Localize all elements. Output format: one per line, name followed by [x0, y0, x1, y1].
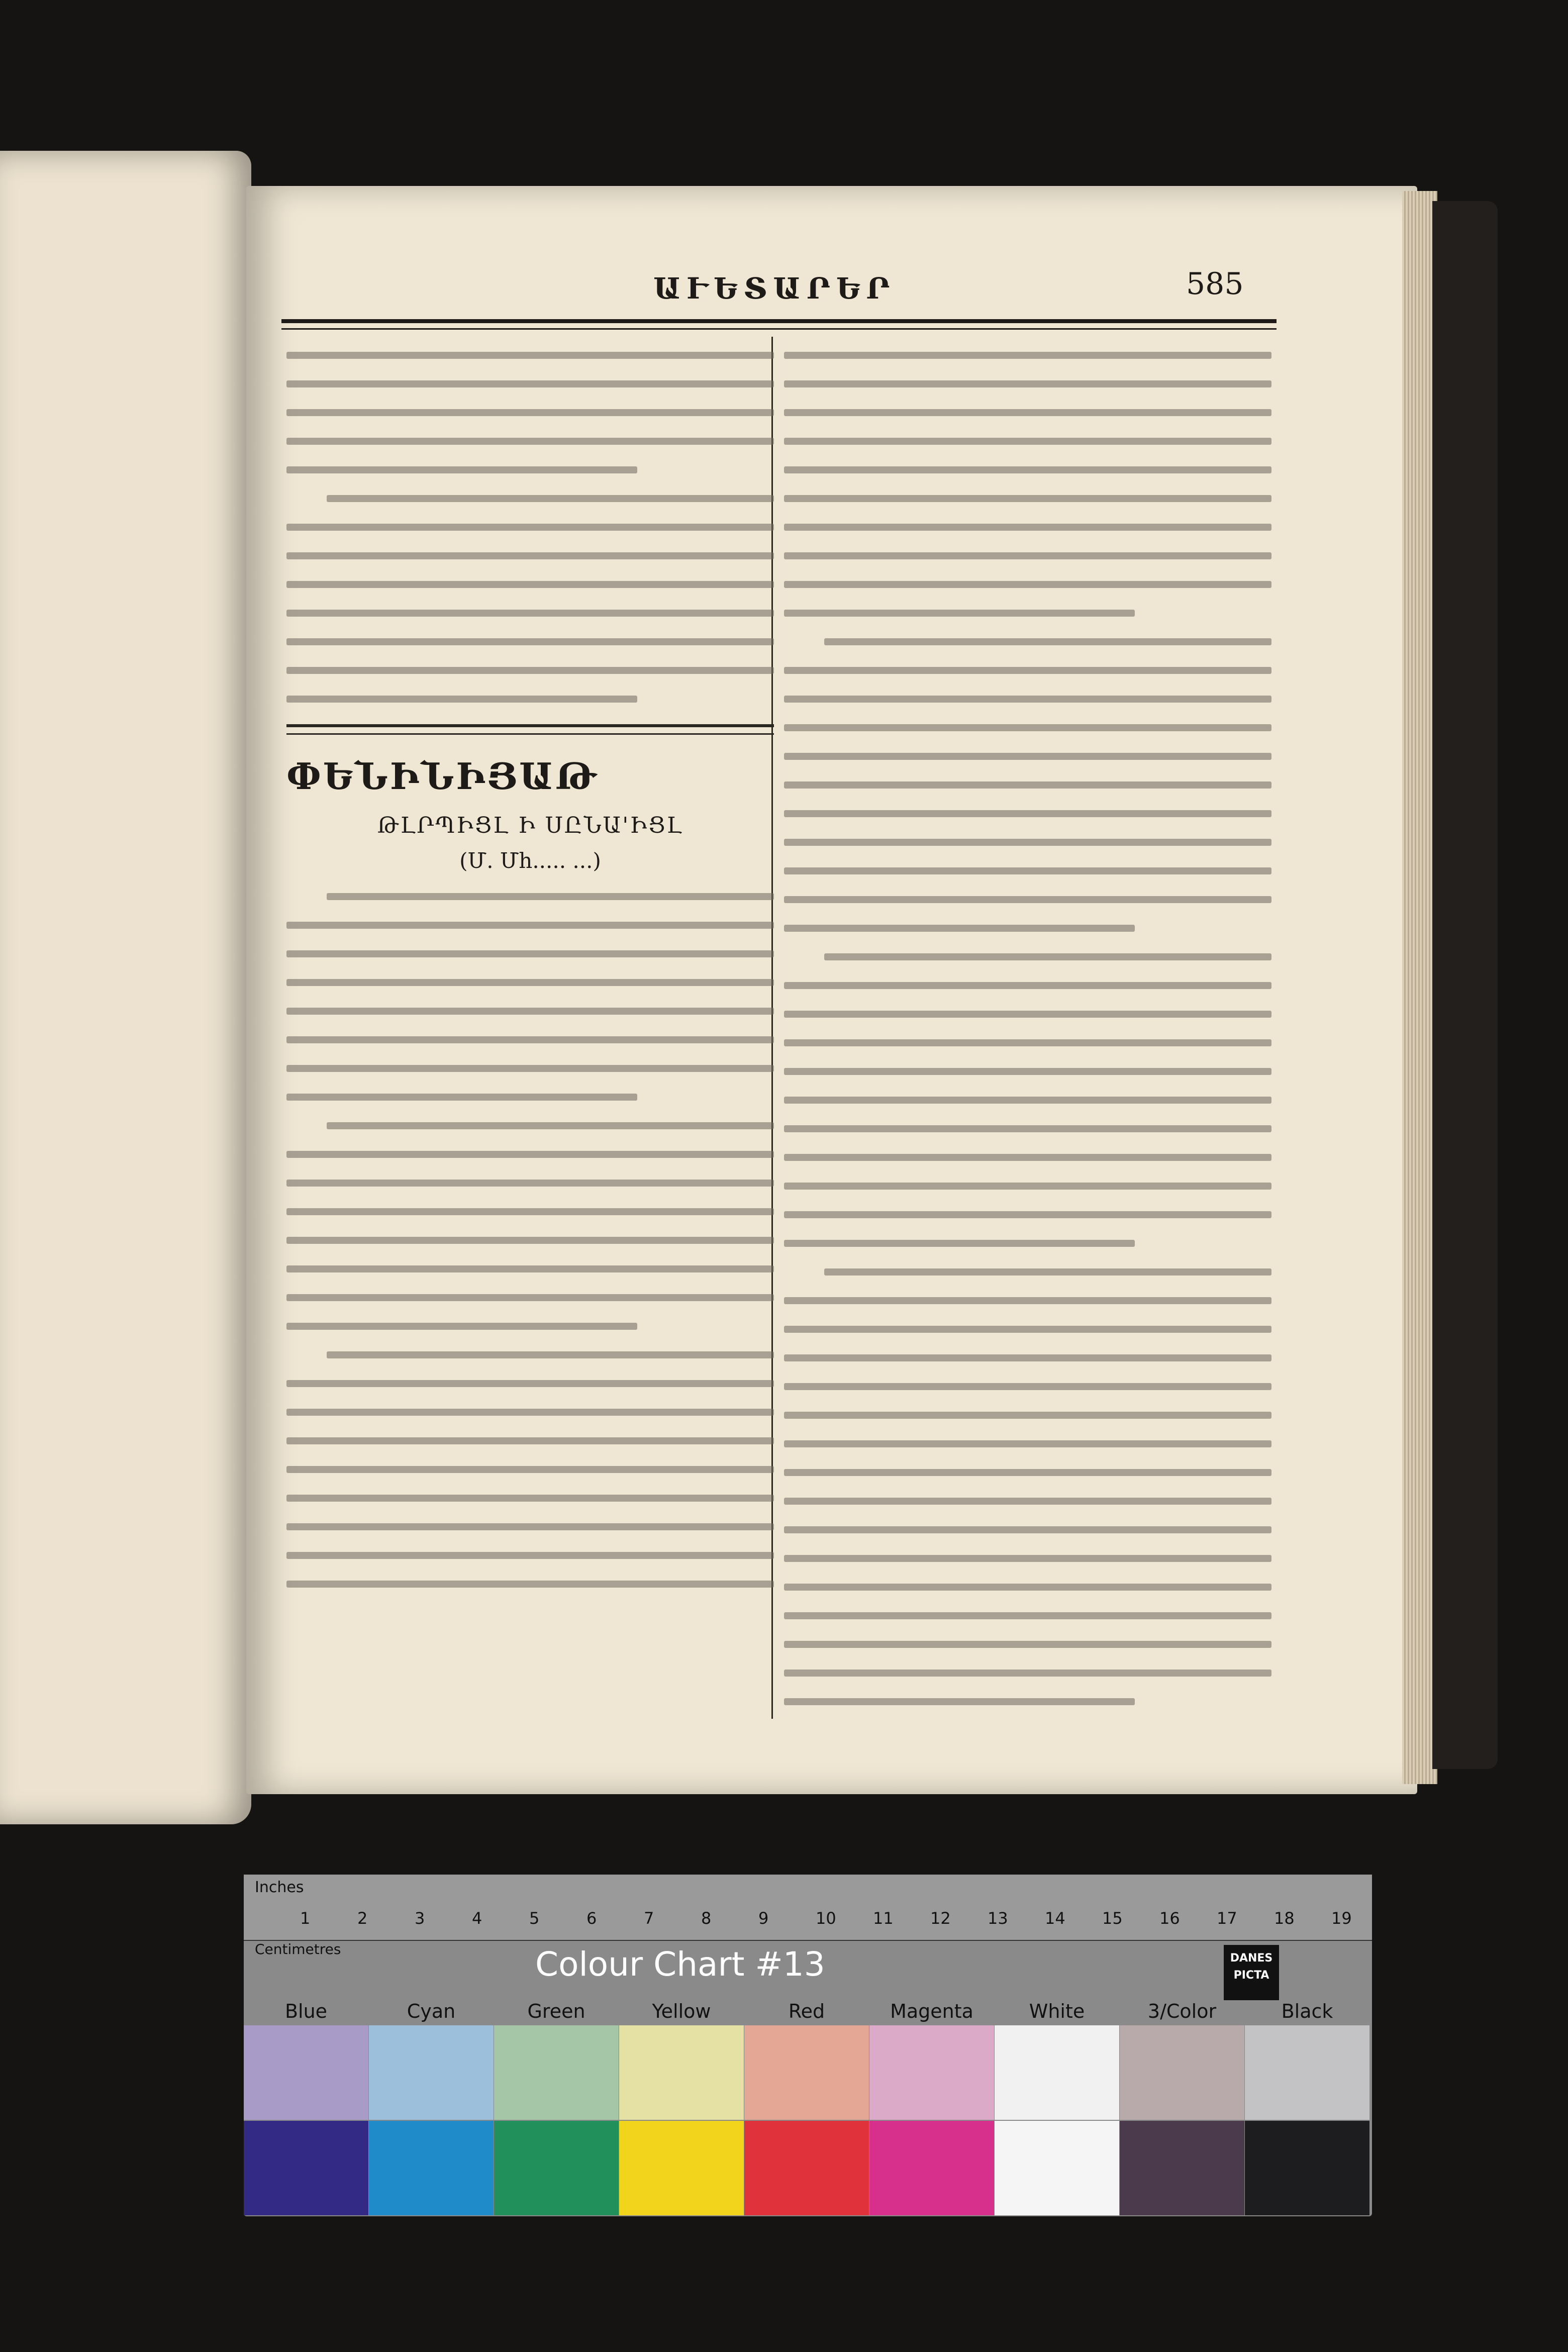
text-line — [286, 1552, 774, 1559]
text-line — [286, 922, 774, 929]
text-line — [286, 380, 774, 387]
ruler-cm-number: 1 — [300, 1909, 311, 1928]
colour-swatch-top — [369, 2025, 494, 2120]
swatch-label: Yellow — [652, 2000, 711, 2022]
text-line — [286, 1581, 774, 1588]
text-line — [824, 953, 1271, 960]
swatch-label: Green — [527, 2000, 585, 2022]
ruler-cm-number: 6 — [586, 1909, 597, 1928]
text-line — [286, 1180, 774, 1187]
text-line — [327, 495, 774, 502]
text-line — [784, 1641, 1271, 1648]
swatch-label: Red — [788, 2000, 825, 2022]
colour-swatch-top — [244, 2025, 368, 2120]
text-line — [784, 1039, 1271, 1046]
swatch-label: Cyan — [407, 2000, 456, 2022]
text-line — [286, 1237, 774, 1244]
text-line — [784, 1670, 1271, 1677]
text-line — [286, 352, 774, 359]
text-line — [784, 925, 1135, 932]
colour-swatch-top — [1245, 2025, 1369, 2120]
colour-swatch-top — [744, 2025, 869, 2120]
text-line — [286, 552, 774, 559]
text-line — [784, 839, 1271, 846]
colour-swatch-bottom — [744, 2121, 869, 2215]
text-line — [784, 1612, 1271, 1619]
ruler-cm-number: 2 — [357, 1909, 368, 1928]
text-line — [286, 610, 774, 617]
section-title: ՓԵՆԻՆԻՅԱԹ — [286, 755, 598, 798]
text-line — [286, 1036, 774, 1043]
text-line — [286, 1008, 774, 1015]
left-page — [0, 151, 251, 1824]
swatch-label: White — [1029, 2000, 1085, 2022]
text-line — [784, 1011, 1271, 1018]
ruler-cm-number: 4 — [472, 1909, 482, 1928]
text-line — [784, 1297, 1271, 1304]
ruler-cm-number: 15 — [1102, 1909, 1123, 1928]
text-line — [784, 696, 1271, 703]
text-line — [784, 1125, 1271, 1132]
ruler-cm-number: 16 — [1159, 1909, 1180, 1928]
swatch-label: 3/Color — [1147, 2000, 1217, 2022]
ruler-cm-number: 7 — [644, 1909, 654, 1928]
text-line — [784, 667, 1271, 674]
left-column — [286, 352, 774, 1609]
ruler-cm-number: 19 — [1331, 1909, 1352, 1928]
text-line — [784, 409, 1271, 416]
text-line — [286, 1495, 774, 1502]
brand-logo: DANES PICTA — [1224, 1945, 1279, 2000]
text-line — [286, 1208, 774, 1215]
colour-swatch-top — [995, 2025, 1119, 2120]
colour-swatch-bottom — [244, 2121, 368, 2215]
ruler-cm-number: 9 — [758, 1909, 769, 1928]
text-line — [286, 581, 774, 588]
text-line — [784, 552, 1271, 559]
ruler-cm-number: 3 — [415, 1909, 425, 1928]
text-line — [784, 1498, 1271, 1505]
text-line — [286, 950, 774, 957]
ruler-cm-label: Centimetres — [255, 1941, 341, 1957]
text-line — [784, 724, 1271, 731]
text-line — [286, 1265, 774, 1272]
text-line — [784, 1698, 1135, 1705]
text-line — [784, 982, 1271, 989]
swatch-label: Blue — [284, 2000, 328, 2022]
text-line — [784, 466, 1271, 473]
text-line — [784, 1154, 1271, 1161]
text-line — [824, 1268, 1271, 1276]
ruler-cm-number: 18 — [1274, 1909, 1295, 1928]
text-line — [286, 438, 774, 445]
colour-swatch-bottom — [1120, 2121, 1244, 2215]
text-line — [784, 1555, 1271, 1562]
text-line — [784, 1183, 1271, 1190]
text-line — [286, 524, 774, 531]
text-line — [784, 524, 1271, 531]
text-line — [784, 380, 1271, 387]
text-line — [784, 1584, 1271, 1591]
text-line — [784, 753, 1271, 760]
text-line — [784, 495, 1271, 502]
ruler-cm-number: 11 — [873, 1909, 894, 1928]
ruler-cm-number: 17 — [1217, 1909, 1237, 1928]
text-line — [784, 1068, 1271, 1075]
text-line — [784, 867, 1271, 874]
colour-swatch-top — [1120, 2025, 1244, 2120]
text-line — [784, 1469, 1271, 1476]
text-line — [286, 1523, 774, 1530]
colour-swatch-bottom — [619, 2121, 744, 2215]
colour-chart — [244, 1875, 1372, 2216]
text-line — [784, 1526, 1271, 1533]
text-line — [286, 1466, 774, 1473]
section-rule — [286, 724, 774, 735]
ruler-cm-number: 5 — [529, 1909, 540, 1928]
swatch-label: Black — [1281, 2000, 1333, 2022]
text-line — [327, 1122, 774, 1129]
swatch-label: Magenta — [890, 2000, 973, 2022]
text-line — [286, 1323, 637, 1330]
text-line — [286, 466, 637, 473]
colour-swatch-bottom — [1245, 2121, 1369, 2215]
header-rule — [281, 319, 1277, 330]
text-line — [286, 638, 774, 645]
text-line — [286, 667, 774, 674]
text-line — [286, 1151, 774, 1158]
section-byline: (Մ. Մհ..... ...) — [459, 848, 601, 873]
text-line — [286, 1094, 637, 1101]
text-line — [824, 638, 1271, 645]
text-line — [286, 1437, 774, 1444]
section-subtitle: ԹԼՐՊԻՑԼ Ի ՍԸՆԱ'ԻՑԼ — [377, 813, 683, 838]
text-line — [784, 810, 1271, 817]
text-line — [784, 1440, 1271, 1447]
text-line — [286, 1294, 774, 1301]
running-head: ԱՒԵՏԱՐԵՐ — [653, 271, 896, 306]
text-line — [784, 896, 1271, 903]
text-line — [784, 1412, 1271, 1419]
text-line — [784, 781, 1271, 789]
text-line — [784, 1240, 1135, 1247]
text-line — [784, 581, 1271, 588]
text-line — [286, 1409, 774, 1416]
right-column — [784, 352, 1271, 1727]
text-line — [784, 438, 1271, 445]
text-line — [286, 1065, 774, 1072]
colour-swatch-top — [869, 2025, 994, 2120]
ruler — [244, 1875, 1372, 1941]
text-line — [286, 409, 774, 416]
colour-swatch-bottom — [369, 2121, 494, 2215]
text-line — [286, 696, 637, 703]
ruler-cm-number: 14 — [1045, 1909, 1065, 1928]
colour-swatch-top — [619, 2025, 744, 2120]
ruler-cm-number: 8 — [701, 1909, 712, 1928]
text-line — [327, 893, 774, 900]
text-line — [784, 1354, 1271, 1361]
text-line — [784, 1383, 1271, 1390]
text-line — [327, 1351, 774, 1358]
ruler-cm-number: 13 — [988, 1909, 1008, 1928]
colour-swatch-top — [494, 2025, 619, 2120]
text-line — [784, 610, 1135, 617]
colour-swatch-bottom — [869, 2121, 994, 2215]
text-line — [784, 1097, 1271, 1104]
colour-swatch-bottom — [494, 2121, 619, 2215]
page-number: 585 — [1186, 266, 1244, 302]
text-line — [286, 1380, 774, 1387]
book-cover — [1432, 201, 1498, 1769]
text-line — [784, 1326, 1271, 1333]
text-line — [784, 352, 1271, 359]
colour-swatch-bottom — [995, 2121, 1119, 2215]
chart-title: Colour Chart #13 — [535, 1945, 825, 1984]
text-line — [784, 1211, 1271, 1218]
text-line — [286, 979, 774, 986]
ruler-inches-label: Inches — [255, 1879, 304, 1896]
ruler-cm-number: 10 — [816, 1909, 836, 1928]
ruler-cm-number: 12 — [930, 1909, 951, 1928]
